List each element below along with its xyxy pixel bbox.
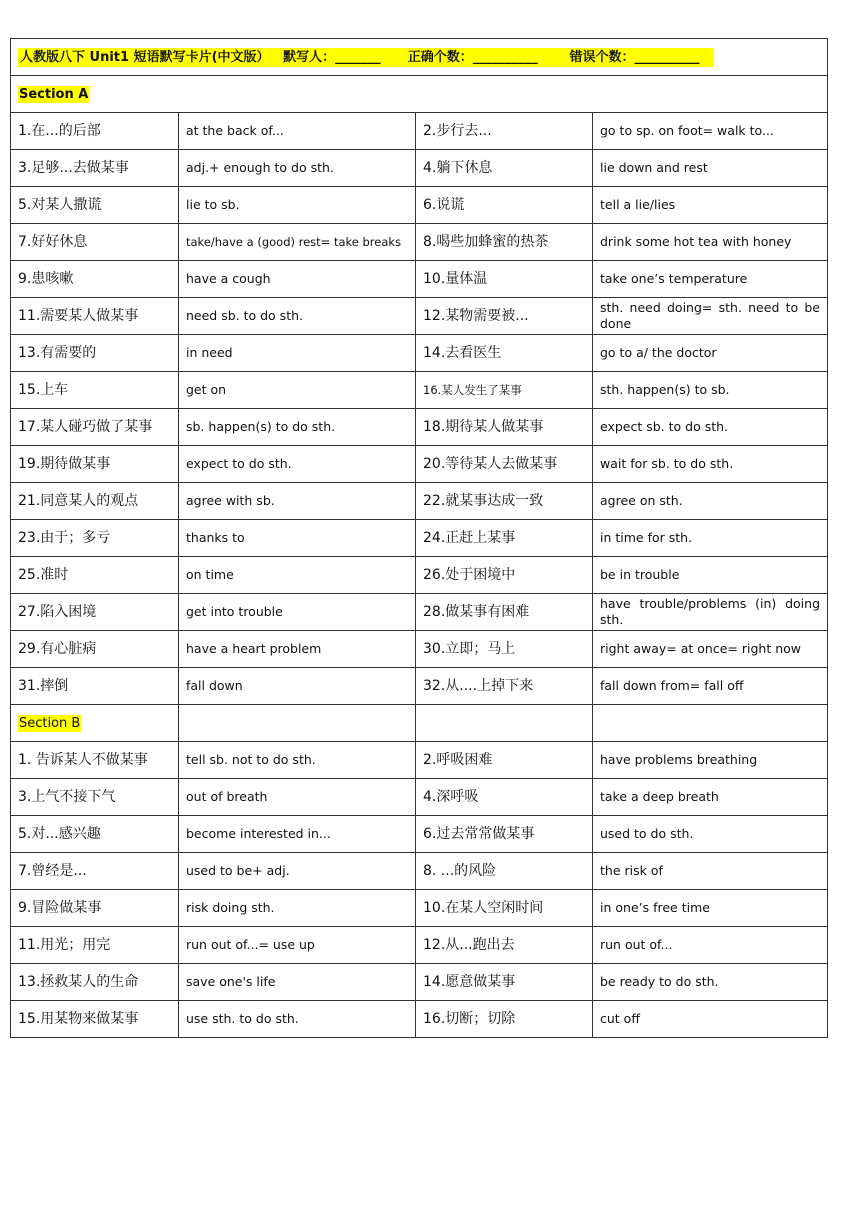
phrase-english-cell	[179, 261, 416, 298]
phrase-english-cell	[179, 927, 416, 964]
phrase-english: wait for sb. to do sth.	[600, 456, 734, 471]
phrase-chinese: 6.说谎	[423, 196, 465, 213]
phrase-english: take a deep breath	[600, 789, 719, 804]
phrase-english: the risk of	[600, 863, 663, 878]
phrase-chinese: 9.患咳嗽	[18, 270, 74, 287]
phrase-english: at the back of...	[186, 123, 284, 138]
phrase-chinese-cell	[416, 779, 593, 816]
phrase-row	[11, 261, 828, 298]
section-b-header-row	[11, 705, 828, 742]
phrase-english: go to a/ the doctor	[600, 345, 717, 360]
phrase-chinese: 3.上气不接下气	[18, 788, 116, 805]
phrase-chinese: 14.去看医生	[423, 344, 502, 361]
phrase-chinese: 24.正赶上某事	[423, 529, 516, 546]
phrase-chinese: 1. 告诉某人不做某事	[18, 751, 148, 768]
phrase-english-cell	[593, 779, 828, 816]
phrase-english: thanks to	[186, 530, 245, 545]
phrase-english-cell	[593, 483, 828, 520]
phrase-english: tell a lie/lies	[600, 197, 676, 212]
phrase-chinese: 25.准时	[18, 566, 69, 583]
phrase-english-cell	[179, 150, 416, 187]
phrase-row	[11, 742, 828, 779]
phrase-chinese: 28.做某事有困难	[423, 603, 530, 620]
phrase-row	[11, 483, 828, 520]
phrase-chinese-cell	[11, 520, 179, 557]
phrase-row	[11, 853, 828, 890]
phrase-english: be in trouble	[600, 567, 680, 582]
phrase-chinese-cell	[416, 594, 593, 631]
phrase-chinese-cell	[11, 483, 179, 520]
phrase-english-cell	[593, 446, 828, 483]
section-a-header-row	[11, 76, 828, 113]
phrase-english: lie to sb.	[186, 197, 240, 212]
phrase-chinese-cell	[11, 964, 179, 1001]
phrase-english: have a heart problem	[186, 641, 322, 656]
phrase-english-cell	[593, 261, 828, 298]
empty-cell	[179, 705, 416, 742]
phrase-english: out of breath	[186, 789, 268, 804]
phrase-chinese: 9.冒险做某事	[18, 899, 102, 916]
phrase-english: take/have a (good) rest= take breaks	[186, 234, 402, 249]
phrase-chinese-cell	[416, 557, 593, 594]
section-b-header-cell	[11, 705, 179, 742]
phrase-row	[11, 927, 828, 964]
phrase-english-cell	[593, 187, 828, 224]
phrase-chinese: 2.步行去...	[423, 122, 492, 139]
phrase-chinese-cell	[11, 372, 179, 409]
phrase-chinese-cell	[416, 446, 593, 483]
phrase-english-cell	[179, 224, 416, 261]
phrase-english-cell	[179, 520, 416, 557]
phrase-english-cell	[593, 224, 828, 261]
phrase-chinese: 16.切断；切除	[423, 1010, 516, 1027]
phrase-row	[11, 631, 828, 668]
phrase-chinese-cell	[11, 853, 179, 890]
phrase-chinese-cell	[11, 594, 179, 631]
phrase-english-cell	[179, 187, 416, 224]
phrase-english-cell	[179, 816, 416, 853]
phrase-english-cell	[179, 890, 416, 927]
phrase-english: sth. happen(s) to sb.	[600, 382, 730, 397]
phrase-row	[11, 557, 828, 594]
phrase-english: in one’s free time	[600, 900, 710, 915]
phrase-chinese: 1.在...的后部	[18, 122, 101, 139]
phrase-english-cell	[593, 520, 828, 557]
phrase-chinese: 13.有需要的	[18, 344, 97, 361]
phrase-row	[11, 372, 828, 409]
phrase-english-cell	[593, 298, 828, 335]
phrase-english: get on	[186, 382, 227, 397]
phrase-chinese-cell	[416, 372, 593, 409]
phrase-chinese: 26.处于困境中	[423, 566, 516, 583]
phrase-english-cell	[179, 668, 416, 705]
phrase-english-cell	[179, 409, 416, 446]
phrase-english-cell	[179, 372, 416, 409]
phrase-english-cell	[179, 631, 416, 668]
phrase-chinese: 12.某物需要被...	[423, 307, 529, 324]
phrase-chinese-cell	[416, 520, 593, 557]
phrase-chinese-cell	[11, 742, 179, 779]
phrase-chinese-cell	[11, 1001, 179, 1038]
phrase-row	[11, 890, 828, 927]
phrase-english-cell	[593, 631, 828, 668]
phrase-chinese-cell	[416, 964, 593, 1001]
phrase-chinese-cell	[416, 335, 593, 372]
title-row	[11, 39, 828, 76]
phrase-chinese-cell	[11, 779, 179, 816]
phrase-row	[11, 409, 828, 446]
phrase-row	[11, 298, 828, 335]
phrase-chinese: 7.好好休息	[18, 233, 88, 250]
phrase-chinese-cell	[416, 150, 593, 187]
phrase-english-cell	[593, 816, 828, 853]
phrase-english: tell sb. not to do sth.	[186, 752, 316, 767]
phrase-chinese: 23.由于；多亏	[18, 529, 111, 546]
phrase-english-cell	[593, 927, 828, 964]
phrase-english: need sb. to do sth.	[186, 308, 303, 323]
phrase-english: used to do sth.	[600, 826, 694, 841]
phrase-english: have problems breathing	[600, 752, 758, 767]
phrase-chinese-cell	[11, 927, 179, 964]
phrase-chinese: 27.陷入困境	[18, 603, 97, 620]
phrase-row	[11, 113, 828, 150]
phrase-chinese-cell	[416, 631, 593, 668]
phrase-chinese-cell	[11, 668, 179, 705]
phrase-chinese: 29.有心脏病	[18, 640, 97, 657]
phrase-english: take one’s temperature	[600, 271, 748, 286]
title-cell	[11, 39, 828, 76]
phrase-chinese: 5.对...感兴趣	[18, 825, 101, 842]
phrase-english: sth. need doing= sth. need to be done	[600, 300, 820, 331]
phrase-chinese-cell	[416, 816, 593, 853]
phrase-chinese-cell	[416, 742, 593, 779]
phrase-english: fall down	[186, 678, 243, 693]
wrong-count-label: 错误个数：	[569, 49, 635, 65]
phrase-english-cell	[593, 853, 828, 890]
phrase-chinese-cell	[11, 150, 179, 187]
phrase-chinese-cell	[416, 483, 593, 520]
phrase-chinese: 2.呼吸困难	[423, 751, 493, 768]
phrase-chinese-cell	[416, 668, 593, 705]
phrase-chinese: 6.过去常常做某事	[423, 825, 535, 842]
phrase-chinese-cell	[11, 557, 179, 594]
card-title: 人教版八下 Unit1 短语默写卡片(中文版）	[20, 49, 270, 65]
phrase-chinese-cell	[11, 113, 179, 150]
phrase-english-cell	[179, 742, 416, 779]
phrase-chinese: 3.足够...去做某事	[18, 159, 129, 176]
phrase-english: agree with sb.	[186, 493, 275, 508]
phrase-chinese-cell	[11, 335, 179, 372]
phrase-english: risk doing sth.	[186, 900, 275, 915]
dictation-card-table	[10, 38, 828, 1038]
phrase-english: expect sb. to do sth.	[600, 419, 729, 434]
phrase-english: drink some hot tea with honey	[600, 234, 792, 249]
phrase-chinese-cell	[11, 409, 179, 446]
writer-blank[interactable]: _______	[335, 49, 381, 65]
phrase-chinese: 15.上车	[18, 381, 69, 398]
phrase-chinese: 11.用光；用完	[18, 936, 111, 953]
phrase-row	[11, 187, 828, 224]
phrase-chinese-cell	[416, 927, 593, 964]
phrase-english-cell	[593, 594, 828, 631]
phrase-english: on time	[186, 567, 234, 582]
phrase-chinese: 32.从....上掉下来	[423, 677, 534, 694]
phrase-english: become interested in...	[186, 826, 331, 841]
phrase-chinese: 21.同意某人的观点	[18, 492, 139, 509]
phrase-english-cell	[593, 409, 828, 446]
phrase-english-cell	[593, 150, 828, 187]
phrase-english: cut off	[600, 1011, 640, 1026]
section-b-label: Section B	[19, 715, 81, 731]
phrase-chinese-cell	[416, 113, 593, 150]
phrase-english-cell	[179, 1001, 416, 1038]
phrase-english: use sth. to do sth.	[186, 1011, 299, 1026]
phrase-chinese: 19.期待做某事	[18, 455, 111, 472]
phrase-english-cell	[179, 335, 416, 372]
phrase-chinese: 30.立即；马上	[423, 640, 516, 657]
phrase-chinese: 18.期待某人做某事	[423, 418, 544, 435]
phrase-row	[11, 594, 828, 631]
phrase-english: be ready to do sth.	[600, 974, 719, 989]
phrase-row	[11, 779, 828, 816]
phrase-english: used to be+ adj.	[186, 863, 290, 878]
phrase-english-cell	[179, 594, 416, 631]
phrase-english: fall down from= fall off	[600, 678, 744, 693]
phrase-english-cell	[179, 557, 416, 594]
phrase-english-cell	[593, 335, 828, 372]
phrase-chinese-cell	[416, 853, 593, 890]
phrase-english-cell	[593, 742, 828, 779]
section-a-header-cell	[11, 76, 828, 113]
phrase-english: lie down and rest	[600, 160, 708, 175]
phrase-row	[11, 964, 828, 1001]
phrase-chinese: 12.从...跑出去	[423, 936, 515, 953]
phrase-english: in time for sth.	[600, 530, 693, 545]
phrase-chinese-cell	[11, 446, 179, 483]
empty-cell	[593, 705, 828, 742]
phrase-chinese: 8.喝些加蜂蜜的热茶	[423, 233, 549, 250]
phrase-row	[11, 520, 828, 557]
phrase-english: in need	[186, 345, 233, 360]
phrase-row	[11, 224, 828, 261]
phrase-english: go to sp. on foot= walk to...	[600, 123, 774, 138]
phrase-chinese: 4.深呼吸	[423, 788, 479, 805]
phrase-row	[11, 446, 828, 483]
phrase-english-cell	[179, 446, 416, 483]
phrase-chinese-cell	[11, 816, 179, 853]
phrase-english-cell	[179, 113, 416, 150]
phrase-english-cell	[593, 890, 828, 927]
phrase-chinese: 20.等待某人去做某事	[423, 455, 558, 472]
phrase-chinese-cell	[11, 224, 179, 261]
phrase-english: sb. happen(s) to do sth.	[186, 419, 336, 434]
phrase-english-cell	[593, 964, 828, 1001]
writer-label: 默写人：	[283, 49, 336, 65]
phrase-english-cell	[593, 372, 828, 409]
phrase-english-cell	[593, 1001, 828, 1038]
phrase-chinese-cell	[11, 631, 179, 668]
phrase-english: get into trouble	[186, 604, 283, 619]
phrase-chinese-cell	[11, 261, 179, 298]
correct-count-blank[interactable]: __________	[472, 49, 538, 65]
phrase-english-cell	[593, 113, 828, 150]
phrase-row	[11, 335, 828, 372]
empty-cell	[416, 705, 593, 742]
phrase-chinese: 16.某人发生了某事	[423, 382, 522, 397]
phrase-chinese-cell	[11, 187, 179, 224]
phrase-english-cell	[179, 779, 416, 816]
phrase-english: run out of...	[600, 937, 673, 952]
phrase-chinese: 15.用某物来做某事	[18, 1010, 139, 1027]
phrase-english: have a cough	[186, 271, 271, 286]
phrase-english-cell	[593, 557, 828, 594]
phrase-english: expect to do sth.	[186, 456, 292, 471]
phrase-english: right away= at once= right now	[600, 641, 801, 656]
phrase-chinese: 7.曾经是...	[18, 862, 87, 879]
phrase-chinese-cell	[416, 890, 593, 927]
phrase-chinese-cell	[416, 409, 593, 446]
phrase-chinese-cell	[416, 224, 593, 261]
phrase-chinese: 11.需要某人做某事	[18, 307, 139, 324]
phrase-chinese: 22.就某事达成一致	[423, 492, 544, 509]
phrase-english: have trouble/problems (in) doing sth.	[600, 596, 820, 627]
phrase-chinese: 10.在某人空闲时间	[423, 899, 544, 916]
phrase-chinese: 17.某人碰巧做了某事	[18, 418, 153, 435]
phrase-chinese: 31.摔倒	[18, 677, 69, 694]
phrase-row	[11, 668, 828, 705]
phrase-english-cell	[179, 483, 416, 520]
phrase-english-cell	[179, 853, 416, 890]
phrase-row	[11, 150, 828, 187]
wrong-count-blank[interactable]: __________	[634, 49, 700, 65]
phrase-english: agree on sth.	[600, 493, 683, 508]
phrase-english-cell	[179, 298, 416, 335]
phrase-chinese-cell	[416, 187, 593, 224]
title-highlight	[18, 48, 714, 67]
phrase-chinese: 8. ...的风险	[423, 862, 497, 879]
phrase-english: save one's life	[186, 974, 276, 989]
section-a-label: Section A	[19, 86, 89, 102]
phrase-chinese: 4.躺下休息	[423, 159, 493, 176]
phrase-chinese-cell	[416, 298, 593, 335]
phrase-english: run out of...= use up	[186, 937, 315, 952]
phrase-chinese-cell	[11, 298, 179, 335]
phrase-chinese-cell	[416, 1001, 593, 1038]
phrase-row	[11, 1001, 828, 1038]
phrase-chinese: 10.量体温	[423, 270, 488, 287]
phrase-english-cell	[593, 668, 828, 705]
phrase-chinese: 13.拯救某人的生命	[18, 973, 139, 990]
correct-count-label: 正确个数：	[407, 49, 473, 65]
phrase-chinese: 14.愿意做某事	[423, 973, 516, 990]
phrase-english-cell	[179, 964, 416, 1001]
phrase-chinese-cell	[11, 890, 179, 927]
phrase-row	[11, 816, 828, 853]
phrase-english: adj.+ enough to do sth.	[186, 160, 334, 175]
phrase-chinese: 5.对某人撒谎	[18, 196, 102, 213]
phrase-chinese-cell	[416, 261, 593, 298]
